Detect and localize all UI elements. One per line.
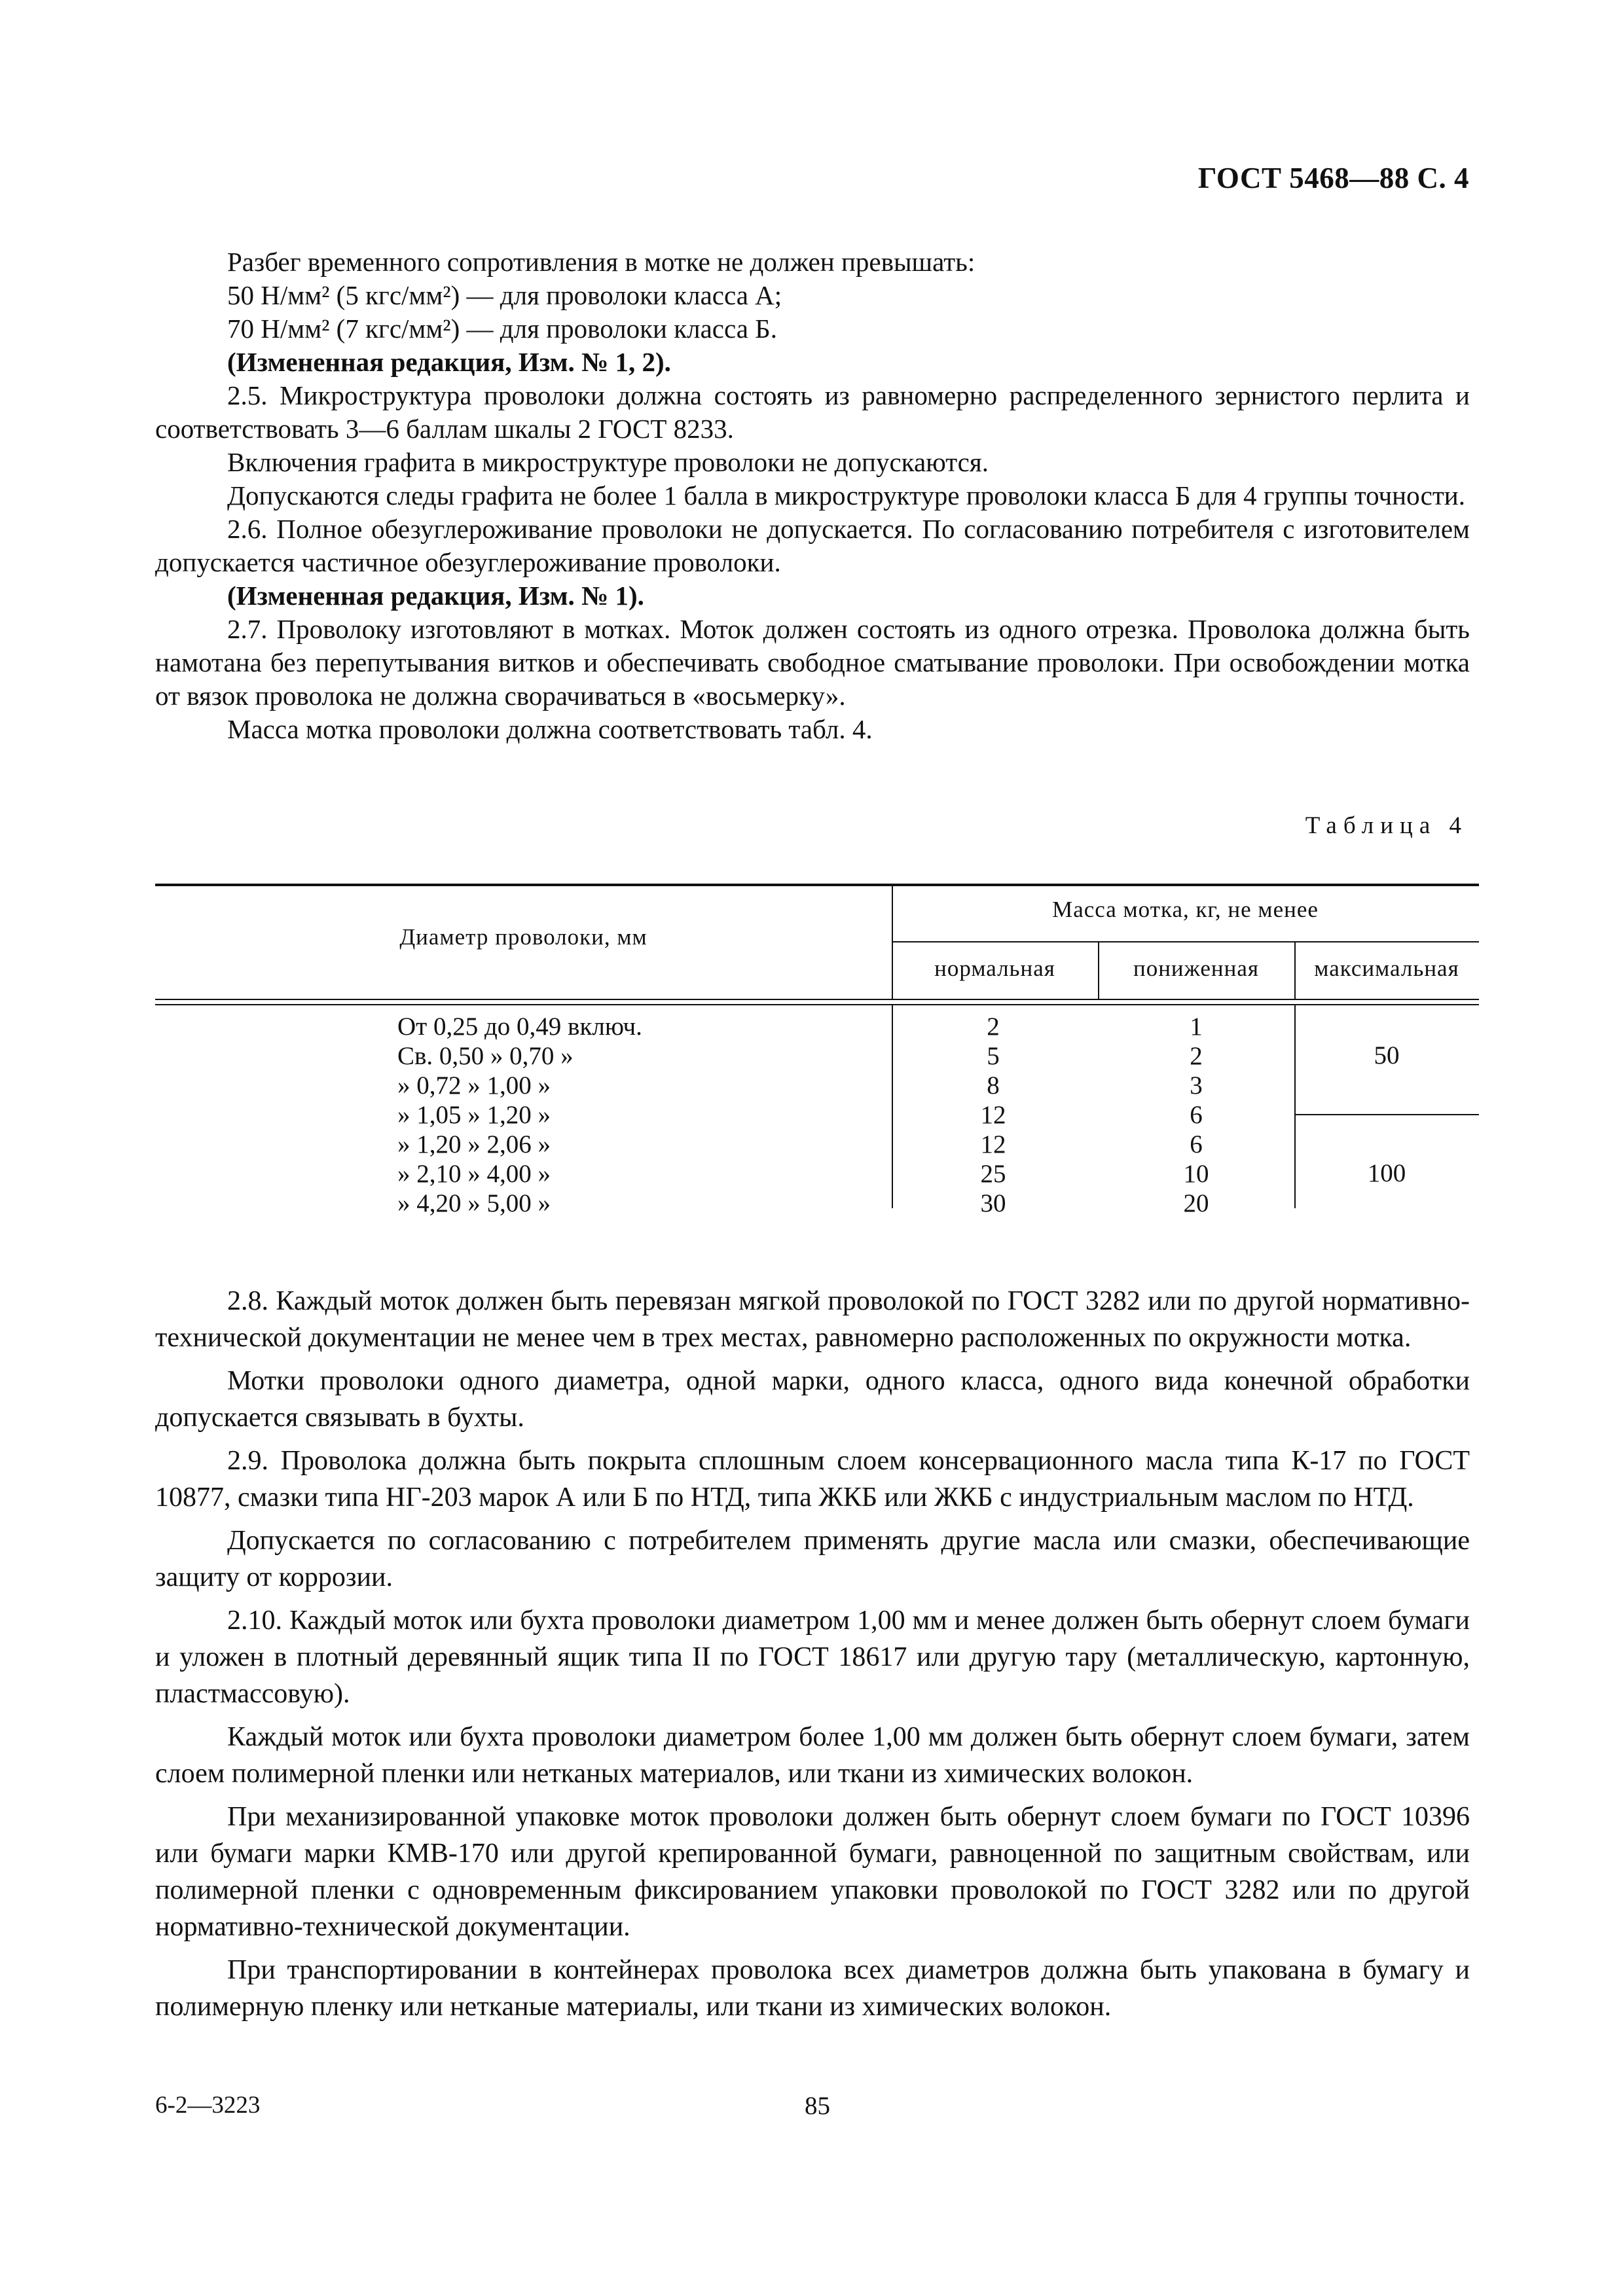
table-caption: Таблица 4 [1305,812,1468,839]
cell-normal: 12 [980,1130,1006,1158]
cell-diameter: » 1,05 » 1,20 » [397,1101,551,1129]
paragraph: (Измененная редакция, Изм. № 1). [227,581,644,611]
text-block-upper [155,245,1470,746]
paragraph: Допускаются следы графита не более 1 балла в микроструктуре проволоки класса Б для 4 группы точности. [227,480,1465,511]
paragraph: Включения графита в микроструктуре проволоки не допускаются. [227,447,989,477]
paragraph: 2.8. Каждый моток должен быть перевязан мягкой проволокой по ГОСТ 3282 или по другой нормативно-технической документации не менее чем в трех местах, равномерно расположенных по окружности мотка. [155,1286,1470,1353]
paragraph: При транспортировании в контейнерах проволока всех диаметров должна быть упакована в бумагу и полимерную пленку или нетканые материалы, или ткани из химических волокон. [155,1955,1470,2022]
paragraph: 2.7. Проволоку изготовляют в мотках. Моток должен состоять из одного отрезка. Проволока должна быть намотана без перепутывания витков и обеспечивать свободное сматывание проволоки. При освобождении мотка от вязок проволока не должна сворачиваться в «восьмерку». [155,614,1470,711]
header-normal: нормальная [934,956,1055,981]
header-mass-group: Масса мотка, кг, не менее [1052,897,1319,922]
cell-diameter: » 0,72 » 1,00 » [397,1071,551,1100]
footer-code: 6-2—3223 [155,2092,261,2119]
paragraph: Разбег временного сопротивления в мотке не должен превышать: [227,247,976,277]
paragraph: Мотки проволоки одного диаметра, одной марки, одного класса, одного вида конечной обработки допускается связывать в бухты. [155,1366,1470,1433]
paragraph: (Измененная редакция, Изм. № 1, 2). [227,347,671,377]
paragraph: 2.10. Каждый моток или бухта проволоки диаметром 1,00 мм и менее должен быть обернут слоем бумаги и уложен в плотный деревянный ящик типа II по ГОСТ 18617 или другую тару (металлическую, картонную, пластмассовую). [155,1605,1470,1709]
table-subheader-rule [892,941,1479,942]
paragraph: При механизированной упаковке моток проволоки должен быть обернут слоем бумаги по ГОСТ 10396 или бумаги марки КМВ-170 или другой крепированной бумаги, равноценной по защитным свойствам, или полимерной пленки с одновременным фиксированием упаковки проволокой по ГОСТ 3282 или по другой нормативно-технической документации. [155,1802,1470,1942]
paragraph: Масса мотка проволоки должна соответствовать табл. 4. [227,714,873,744]
table-body-vline-diameter [892,1005,893,1208]
paragraph: 2.6. Полное обезуглероживание проволоки не допускается. По согласованию потребителя с изготовителем допускается частичное обезуглероживание проволоки. [155,514,1470,577]
cell-reduced: 2 [1190,1042,1203,1070]
cell-diameter: » 2,10 » 4,00 » [397,1160,551,1188]
cell-diameter: » 1,20 » 2,06 » [397,1130,551,1158]
cell-normal: 25 [980,1160,1006,1188]
document-header: ГОСТ 5468—88 С. 4 [1197,162,1469,194]
cell-normal: 30 [980,1189,1006,1217]
mass-table [155,884,1479,1217]
max-value-group1: 50 [1374,1041,1400,1069]
paragraph: 50 Н/мм² (5 кгс/мм²) — для проволоки класса А; [227,280,782,310]
max-value-group2: 100 [1367,1159,1406,1187]
header-diameter: Диаметр проволоки, мм [399,924,647,950]
paragraph: Каждый моток или бухта проволоки диаметром более 1,00 мм должен быть обернут слоем бумаги, затем слоем полимерной пленки или нетканых материалов, или ткани из химических волокон. [155,1722,1470,1789]
table-max-group-rule [1294,1114,1479,1115]
cell-reduced: 20 [1183,1189,1209,1217]
cell-reduced: 3 [1190,1071,1203,1100]
table-top-rule [155,884,1479,886]
paragraph: 2.5. Микроструктура проволоки должна состоять из равномерно распределенного зернистого перлита и соответствовать 3—6 баллам шкалы 2 ГОСТ 8233. [155,380,1470,444]
cell-normal: 5 [987,1042,1000,1070]
paragraph: Допускается по согласованию с потребителем применять другие масла или смазки, обеспечивающие защиту от коррозии. [155,1526,1470,1592]
text-block-lower [155,1283,1470,2032]
cell-reduced: 1 [1190,1013,1203,1041]
cell-normal: 8 [987,1071,1000,1100]
cell-diameter: Св. 0,50 » 0,70 » [397,1042,574,1070]
paragraph: 70 Н/мм² (7 кгс/мм²) — для проволоки класса Б. [227,314,777,344]
table-header-rule-1 [155,999,1479,1000]
page-number: 85 [805,2092,830,2120]
cell-diameter: От 0,25 до 0,49 включ. [397,1013,642,1041]
table-header-rule-2 [155,1004,1479,1005]
header-max: максимальная [1314,956,1459,981]
cell-reduced: 6 [1190,1130,1203,1158]
cell-normal: 2 [987,1013,1000,1041]
cell-normal: 12 [980,1101,1006,1129]
cell-diameter: » 4,20 » 5,00 » [397,1189,551,1217]
cell-reduced: 6 [1190,1101,1203,1129]
cell-reduced: 10 [1183,1160,1209,1188]
paragraph: 2.9. Проволока должна быть покрыта сплошным слоем консервационного масла типа К-17 по ГОСТ 10877, смазки типа НГ-203 марок А или Б по НТД, типа ЖКБ или ЖКБ с индустриальным маслом по НТД. [155,1446,1470,1513]
header-reduced: пониженная [1133,956,1260,981]
